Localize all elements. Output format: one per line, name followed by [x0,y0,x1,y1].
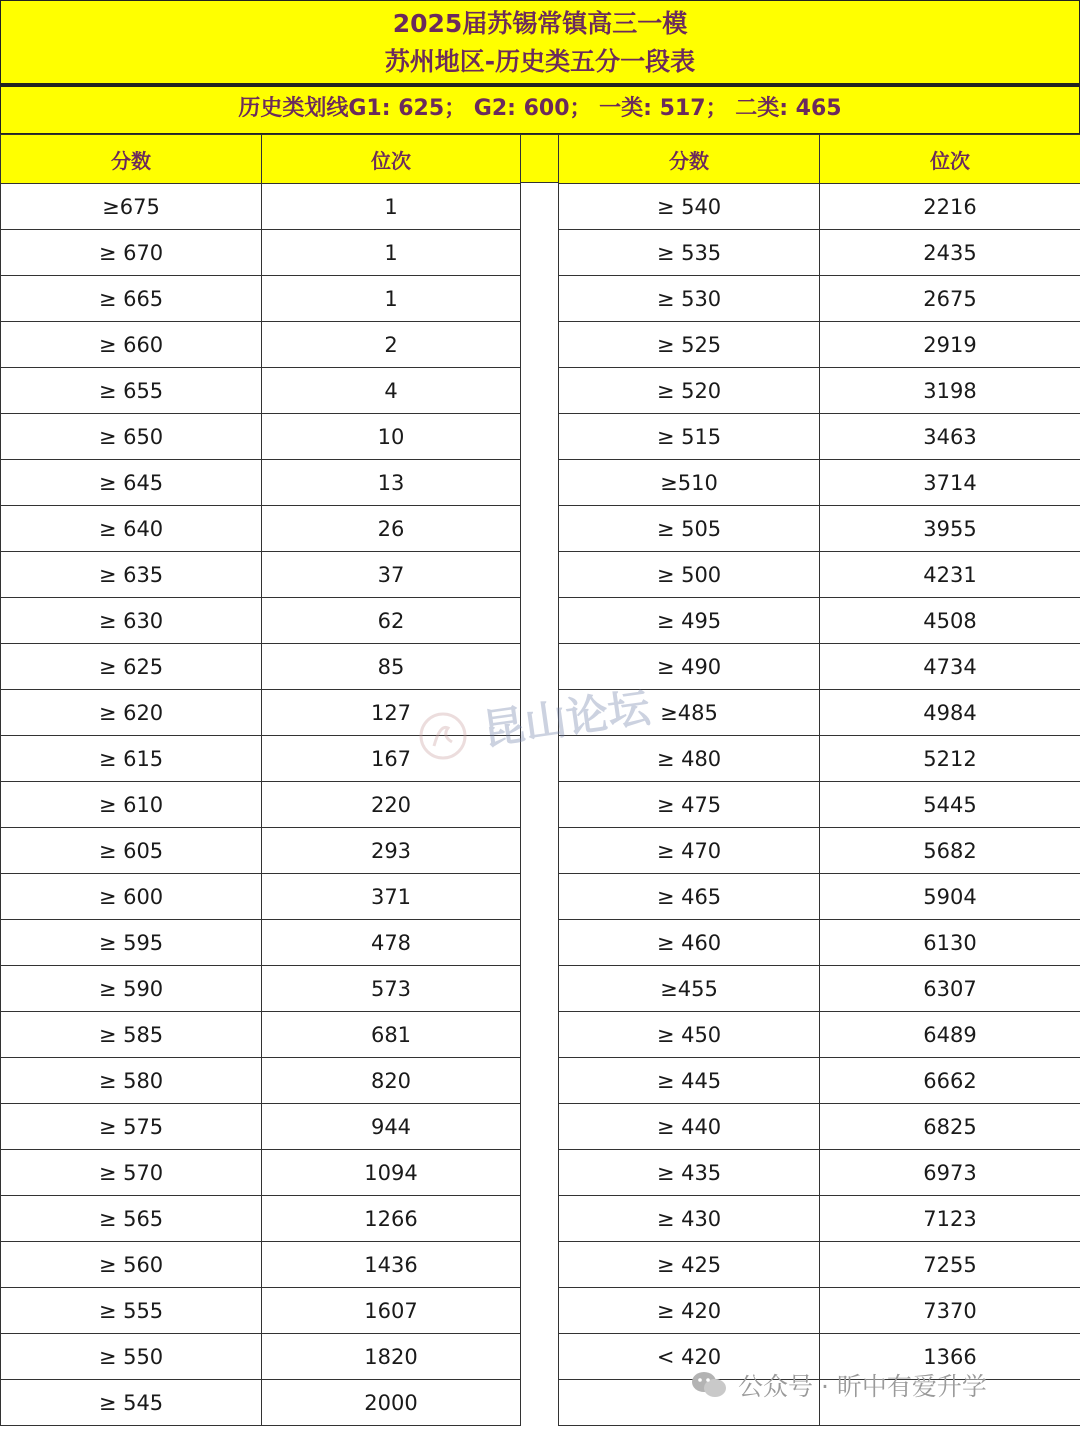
table-row [559,598,1080,644]
rank-cell: 4508 [820,598,1080,644]
table-row [1,322,521,368]
rank-cell: 26 [262,506,521,552]
table-row [1,782,521,828]
header-gap [520,134,558,183]
table-body-left [1,184,521,1426]
rank-cell: 1820 [262,1334,521,1380]
table-row [1,966,521,1012]
rank-cell: 5682 [820,828,1080,874]
table-row [1,276,521,322]
rank-cell: 220 [262,782,521,828]
score-cell [559,1380,820,1426]
score-cell: ≥ 545 [1,1380,262,1426]
table-row [559,736,1080,782]
score-cell: ≥ 660 [1,322,262,368]
rank-cell: 5445 [820,782,1080,828]
rank-cell: 2216 [820,184,1080,230]
rank-cell: 573 [262,966,521,1012]
rank-cell: 4984 [820,690,1080,736]
score-cell: ≥ 615 [1,736,262,782]
table-row [1,920,521,966]
table-row [559,552,1080,598]
table-row [1,828,521,874]
rank-cell: 3714 [820,460,1080,506]
rank-cell: 3463 [820,414,1080,460]
score-cell: ≥675 [1,184,262,230]
table-row [559,690,1080,736]
table-row [1,1058,521,1104]
table-row [559,644,1080,690]
table-row [1,552,521,598]
table-row [1,460,521,506]
cutoff-lines: 历史类划线G1: 625； G2: 600； 一类: 517； 二类: 465 [0,84,1080,134]
score-cell: ≥ 640 [1,506,262,552]
rank-cell: 85 [262,644,521,690]
rank-cell: 6130 [820,920,1080,966]
score-cell: ≥ 555 [1,1288,262,1334]
score-cell: ≥455 [559,966,820,1012]
table-header-row [559,135,1080,184]
page-subtitle: 苏州地区-历史类五分一段表 [384,47,696,76]
score-cell: ≥ 620 [1,690,262,736]
score-cell: ≥ 445 [559,1058,820,1104]
table-row [1,690,521,736]
score-cell: ≥ 540 [559,184,820,230]
title-block [0,0,1080,84]
table-row [1,1196,521,1242]
score-cell: ≥ 425 [559,1242,820,1288]
score-cell: ≥ 570 [1,1150,262,1196]
rank-cell: 4231 [820,552,1080,598]
rank-cell: 7370 [820,1288,1080,1334]
column-header-rank: 位次 [820,135,1080,184]
rank-cell: 4734 [820,644,1080,690]
rank-cell: 371 [262,874,521,920]
rank-cell: 127 [262,690,521,736]
table-row [1,1150,521,1196]
table-row [559,1104,1080,1150]
rank-cell: 1 [262,230,521,276]
score-cell: ≥ 435 [559,1150,820,1196]
table-row [559,414,1080,460]
score-cell: ≥ 535 [559,230,820,276]
score-cell: ≥ 465 [559,874,820,920]
rank-cell: 2919 [820,322,1080,368]
table-row [559,966,1080,1012]
table-row [1,368,521,414]
score-cell: ≥ 500 [559,552,820,598]
score-cell: ≥ 600 [1,874,262,920]
score-cell: ≥ 645 [1,460,262,506]
column-header-rank: 位次 [262,135,521,184]
score-cell: ≥ 665 [1,276,262,322]
rank-cell: 820 [262,1058,521,1104]
score-cell: ≥ 605 [1,828,262,874]
score-cell: ≥ 475 [559,782,820,828]
table-row [1,506,521,552]
table-row [1,736,521,782]
table-row [1,414,521,460]
rank-cell: 10 [262,414,521,460]
score-cell: ≥ 530 [559,276,820,322]
table-row [559,1058,1080,1104]
score-cell: ≥ 430 [559,1196,820,1242]
table-row [559,1380,1080,1426]
table-header-row [1,135,521,184]
rank-cell: 1094 [262,1150,521,1196]
table-row [559,506,1080,552]
rank-cell: 6973 [820,1150,1080,1196]
rank-cell: 3198 [820,368,1080,414]
rank-cell: 7123 [820,1196,1080,1242]
table-row [559,874,1080,920]
forum-watermark-text: 昆山论坛 [479,682,653,755]
rank-cell: 1436 [262,1242,521,1288]
rank-cell: 6307 [820,966,1080,1012]
rank-cell: 167 [262,736,521,782]
score-cell: ≥485 [559,690,820,736]
rank-cell: 478 [262,920,521,966]
table-row [1,1104,521,1150]
rank-cell: 5212 [820,736,1080,782]
table-row [559,782,1080,828]
table-row [1,1334,521,1380]
table-row [559,184,1080,230]
rank-cell: 3955 [820,506,1080,552]
rank-cell: 2675 [820,276,1080,322]
score-cell: ≥ 565 [1,1196,262,1242]
score-cell: ≥ 610 [1,782,262,828]
rank-cell: 1266 [262,1196,521,1242]
rank-cell: 2000 [262,1380,521,1426]
rank-cell: 944 [262,1104,521,1150]
rank-cell: 1366 [820,1334,1080,1380]
score-cell: ≥ 625 [1,644,262,690]
table-row [559,368,1080,414]
rank-cell: 2 [262,322,521,368]
table-row [559,920,1080,966]
table-row [559,322,1080,368]
table-row [1,598,521,644]
rank-cell: 7255 [820,1242,1080,1288]
table-row [559,1288,1080,1334]
score-cell: ≥ 480 [559,736,820,782]
column-header-score: 分数 [559,135,820,184]
score-cell: ≥ 635 [1,552,262,598]
table-row [559,1334,1080,1380]
account-watermark-text: 公众号 · 昕中有爱升学 [738,1372,987,1401]
score-cell: ≥ 440 [559,1104,820,1150]
score-table-left [0,134,521,1426]
score-cell: ≥ 580 [1,1058,262,1104]
score-cell: ≥ 505 [559,506,820,552]
score-cell: ≥ 420 [559,1288,820,1334]
table-row [1,1012,521,1058]
rank-cell: 13 [262,460,521,506]
table-row [1,1288,521,1334]
table-row [1,874,521,920]
rank-cell: 6489 [820,1012,1080,1058]
score-cell: ≥ 630 [1,598,262,644]
score-cell: ≥ 520 [559,368,820,414]
table-row [559,1196,1080,1242]
score-cell: ≥ 585 [1,1012,262,1058]
table-row [559,1012,1080,1058]
table-row [1,1242,521,1288]
score-cell: ≥ 550 [1,1334,262,1380]
table-row [559,1242,1080,1288]
score-cell: < 420 [559,1334,820,1380]
rank-cell [820,1380,1080,1426]
score-cell: ≥ 490 [559,644,820,690]
table-row [559,828,1080,874]
score-cell: ≥ 650 [1,414,262,460]
score-cell: ≥510 [559,460,820,506]
column-header-score: 分数 [1,135,262,184]
rank-cell: 62 [262,598,521,644]
score-cell: ≥ 515 [559,414,820,460]
table-row [559,230,1080,276]
rank-cell: 1 [262,184,521,230]
rank-cell: 1607 [262,1288,521,1334]
table-row [1,1380,521,1426]
table-body-right [559,184,1080,1426]
rank-cell: 2435 [820,230,1080,276]
score-cell: ≥ 590 [1,966,262,1012]
table-row [1,184,521,230]
table-row [1,644,521,690]
rank-cell: 1 [262,276,521,322]
table-row [559,276,1080,322]
rank-cell: 37 [262,552,521,598]
rank-cell: 6825 [820,1104,1080,1150]
rank-cell: 681 [262,1012,521,1058]
table-row [1,230,521,276]
score-cell: ≥ 460 [559,920,820,966]
rank-cell: 293 [262,828,521,874]
score-cell: ≥ 495 [559,598,820,644]
table-row [559,460,1080,506]
rank-cell: 4 [262,368,521,414]
rank-cell: 6662 [820,1058,1080,1104]
score-cell: ≥ 670 [1,230,262,276]
score-cell: ≥ 470 [559,828,820,874]
rank-cell: 5904 [820,874,1080,920]
score-cell: ≥ 655 [1,368,262,414]
score-table-right [558,134,1080,1426]
score-cell: ≥ 450 [559,1012,820,1058]
table-row [559,1150,1080,1196]
score-cell: ≥ 525 [559,322,820,368]
score-cell: ≥ 575 [1,1104,262,1150]
score-cell: ≥ 595 [1,920,262,966]
score-cell: ≥ 560 [1,1242,262,1288]
page-title: 2025届苏锡常镇高三一模 [392,9,688,38]
